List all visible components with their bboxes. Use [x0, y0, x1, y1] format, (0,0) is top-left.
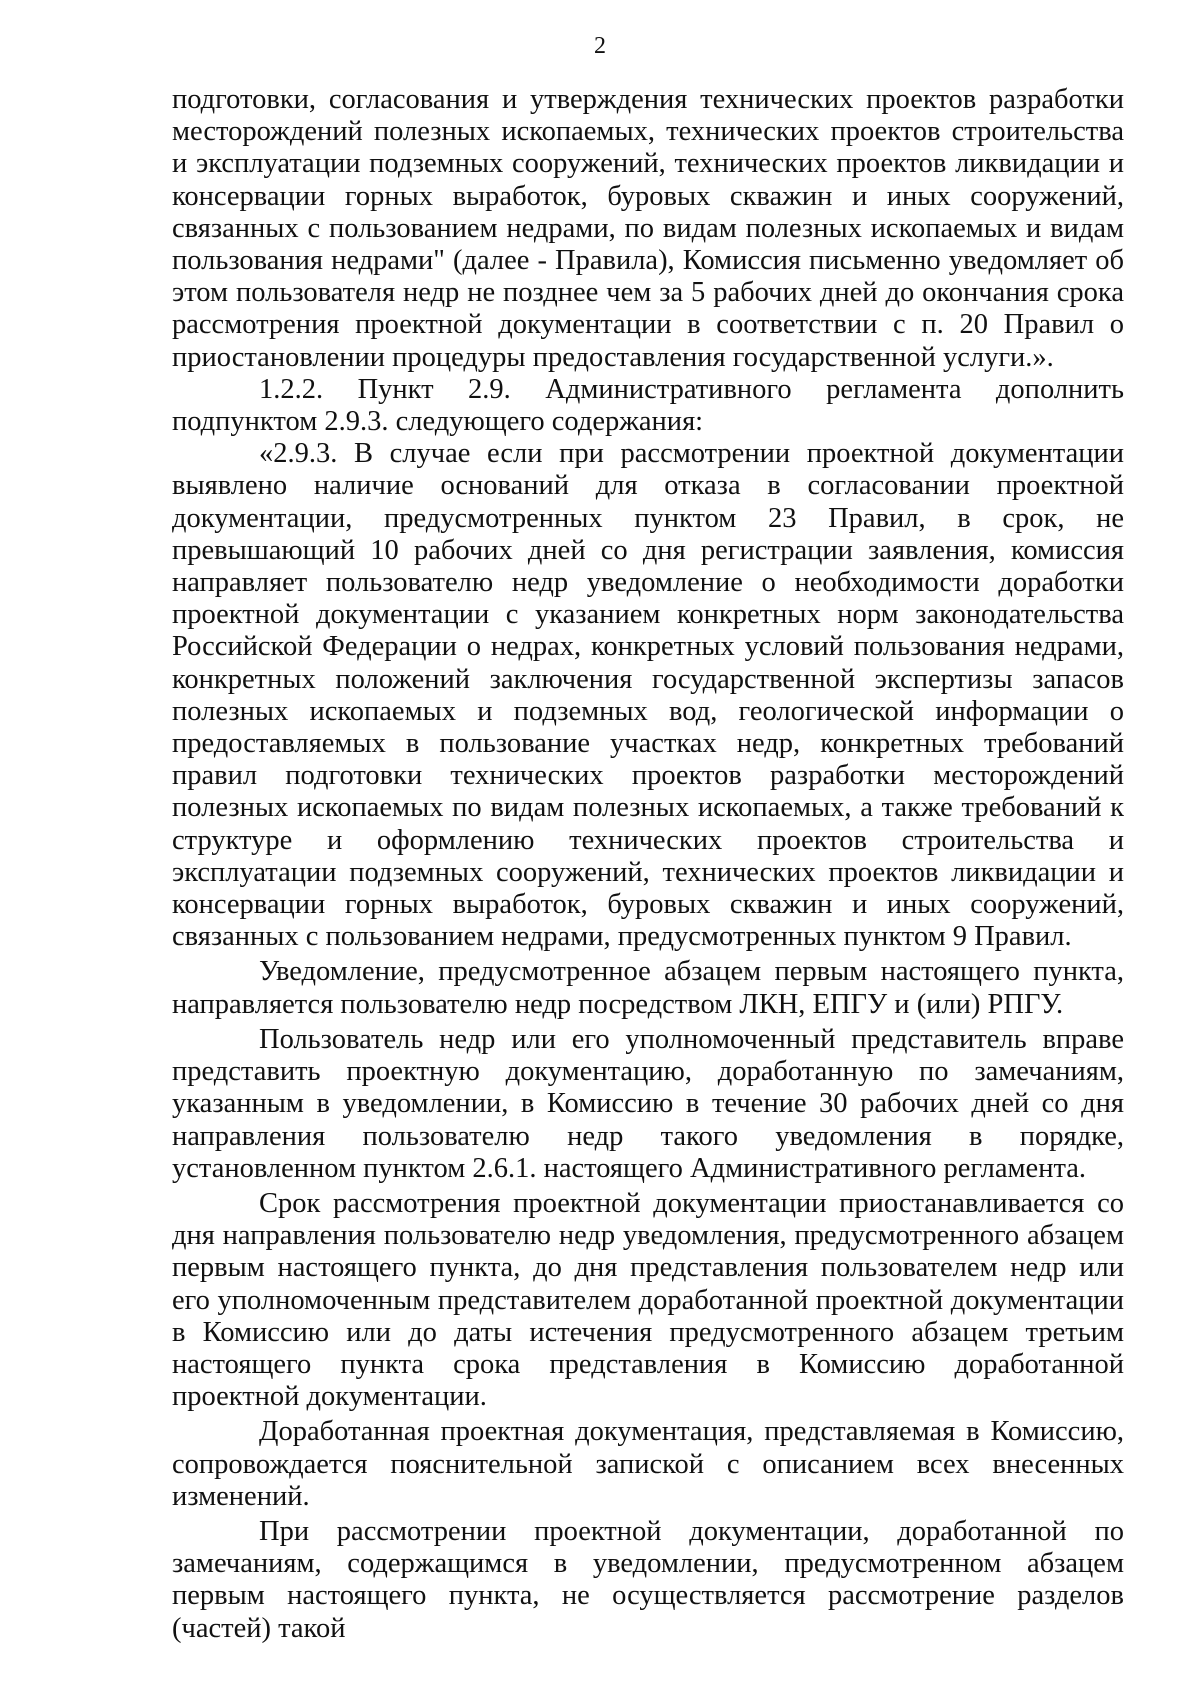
paragraph-resubmission: Пользователь недр или его уполномоченный представитель вправе представить проектную документацию, доработанную по замечаниям, указанным в уведомлении, в Комиссию в течение 30 рабочих дней со дня направления пользователю недр такого уведомления в порядке, установленном пунктом 2.6.1. настоящего Административного регламента. [172, 1023, 1124, 1184]
paragraph-notification: Уведомление, предусмотренное абзацем первым настоящего пункта, направляется пользователю недр посредством ЛКН, ЕПГУ и (или) РПГУ. [172, 956, 1124, 1020]
paragraph-suspension: Срок рассмотрения проектной документации приостанавливается со дня направления пользователю недр уведомления, предусмотренного абзацем первым настоящего пункта, до дня представления пользователем недр или его уполномоченным представителем доработанной проектной документации в Комиссию или до даты истечения предусмотренного абзацем третьим настоящего пункта срока представления в Комиссию доработанной проектной документации. [172, 1187, 1124, 1413]
paragraph-continuation: подготовки, согласования и утверждения технических проектов разработки месторождений полезных ископаемых, технических проектов строительства и эксплуатации подземных сооружений, технических проектов ликвидации и консервации горных выработок, буровых скважин и иных сооружений, связанных с пользованием недрами, по видам полезных ископаемых и видам пользования недрами" (далее - Правила), Комиссия письменно уведомляет об этом пользователя недр не позднее чем за 5 рабочих дней до окончания срока рассмотрения проектной документации в соответствии с п. 20 Правил о приостановлении процедуры предоставления государственной услуги.». [172, 84, 1124, 373]
page-number: 2 [594, 33, 606, 59]
paragraph-item-1-2-2: 1.2.2. Пункт 2.9. Административного регламента дополнить подпунктом 2.9.3. следующего содержания: [172, 373, 1124, 438]
paragraph-explanatory-note: Доработанная проектная документация, представляемая в Комиссию, сопровождается пояснительной запиской с описанием всех внесенных изменений. [172, 1416, 1124, 1512]
paragraph-review-scope: При рассмотрении проектной документации, доработанной по замечаниям, содержащимся в уведомлении, предусмотренном абзацем первым настоящего пункта, не осуществляется рассмотрение разделов (частей) такой [172, 1515, 1124, 1644]
document-body [172, 84, 1124, 1645]
paragraph-item-2-9-3: «2.9.3. В случае если при рассмотрении проектной документации выявлено наличие оснований для отказа в согласовании проектной документации, предусмотренных пунктом 23 Правил, в срок, не превышающий 10 рабочих дней со дня регистрации заявления, комиссия направляет пользователю недр уведомление о необходимости доработки проектной документации с указанием конкретных норм законодательства Российской Федерации о недрах, конкретных условий пользования недрами, конкретных положений заключения государственной экспертизы запасов полезных ископаемых и подземных вод, геологической информации о предоставляемых в пользование участках недр, конкретных требований правил подготовки технических проектов разработки месторождений полезных ископаемых по видам полезных ископаемых, а также требований к структуре и оформлению технических проектов строительства и эксплуатации подземных сооружений, технических проектов ликвидации и консервации горных выработок, буровых скважин и иных сооружений, связанных с пользованием недрами, предусмотренных пунктом 9 Правил. [172, 438, 1124, 953]
